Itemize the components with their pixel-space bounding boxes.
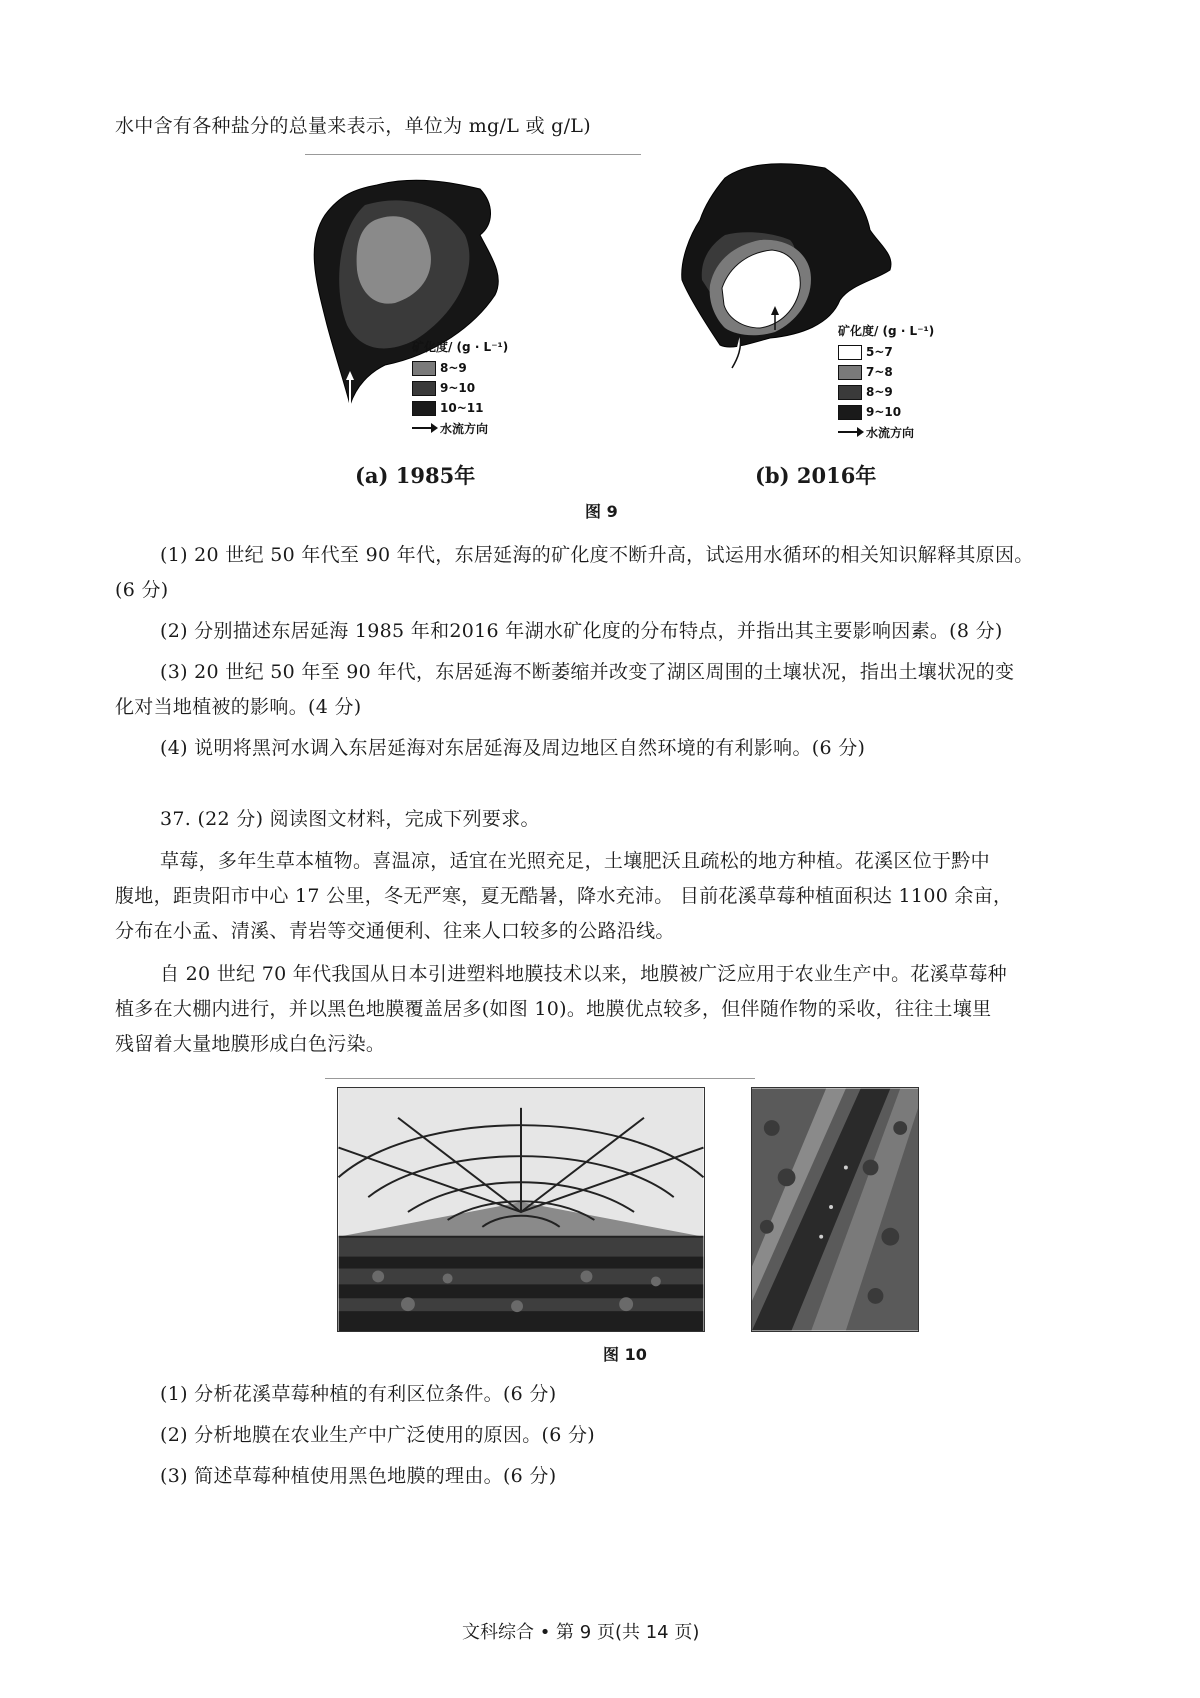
black-mulch-photo [751, 1087, 919, 1332]
legend-title: 矿化度/ (g · L⁻¹) [838, 324, 935, 338]
intro-line: 水中含有各种盐分的总量来表示，单位为 mg/L 或 g/L) [115, 115, 591, 137]
legend-1985 [412, 338, 508, 438]
legend-item: 10~11 [412, 398, 508, 418]
legend-title: 矿化度/ (g · L⁻¹) [412, 340, 509, 354]
q37-header: 37. (22 分) 阅读图文材料，完成下列要求。 [160, 808, 540, 830]
page-footer: 文科综合 • 第 9 页(共 14 页) [462, 1622, 700, 1643]
q37-para2: 植多在大棚内进行，并以黑色地膜覆盖居多(如图 10)。地膜优点较多，但伴随作物的采收，往往土壤里 [115, 998, 992, 1020]
legend-item: 8~9 [838, 382, 934, 402]
legend-swatch [412, 381, 436, 396]
q37-para1: 分布在小孟、清溪、青岩等交通便利、往来人口较多的公路沿线。 [115, 920, 675, 942]
q37-part3: (3) 简述草莓种植使用黑色地膜的理由。(6 分) [160, 1465, 557, 1487]
map-b-subtitle: (b) 2016年 [755, 463, 877, 488]
legend-swatch [838, 405, 862, 420]
figure10-caption: 图 10 [603, 1345, 647, 1364]
q37-para1: 草莓，多年生草本植物。喜温凉，适宜在光照充足，土壤肥沃且疏松的地方种植。花溪区位于黔中 [160, 850, 990, 872]
map-a-subtitle: (a) 1985年 [355, 463, 476, 488]
q36-part1-score: (6 分) [115, 579, 169, 601]
divider-top [305, 154, 641, 155]
legend-swatch [838, 365, 862, 380]
legend-item: 8~9 [412, 358, 508, 378]
greenhouse-photo [337, 1087, 705, 1332]
legend-item: 9~10 [838, 402, 934, 422]
q37-part1: (1) 分析花溪草莓种植的有利区位条件。(6 分) [160, 1383, 557, 1405]
legend-item: 9~10 [412, 378, 508, 398]
legend-flow: 水流方向 [412, 418, 508, 438]
q36-part2: (2) 分别描述东居延海 1985 年和2016 年湖水矿化度的分布特点，并指出其主要影响因素。(8 分) [160, 620, 1003, 642]
legend-swatch [838, 345, 862, 360]
legend-item: 7~8 [838, 362, 934, 382]
legend-swatch [412, 361, 436, 376]
map-1985 [305, 175, 725, 430]
q37-para2: 自 20 世纪 70 年代我国从日本引进塑料地膜技术以来，地膜被广泛应用于农业生产中。花溪草莓种 [160, 963, 1007, 985]
legend-swatch [838, 385, 862, 400]
legend-2016 [838, 322, 934, 442]
legend-flow: 水流方向 [838, 422, 934, 442]
figure9-caption: 图 9 [585, 502, 618, 521]
q37-part2: (2) 分析地膜在农业生产中广泛使用的原因。(6 分) [160, 1424, 596, 1446]
divider-photos [325, 1078, 755, 1079]
legend-item: 5~7 [838, 342, 934, 362]
arrow-icon [838, 431, 862, 433]
q36-part3-cont: 化对当地植被的影响。(4 分) [115, 696, 362, 718]
q36-part4: (4) 说明将黑河水调入东居延海对东居延海及周边地区自然环境的有利影响。(6 分) [160, 737, 866, 759]
q37-para2: 残留着大量地膜形成白色污染。 [115, 1033, 386, 1055]
q36-part3: (3) 20 世纪 50 年至 90 年代，东居延海不断萎缩并改变了湖区周围的土壤状况，指出土壤状况的变 [160, 661, 1015, 683]
q36-part1: (1) 20 世纪 50 年代至 90 年代，东居延海的矿化度不断升高，试运用水循环的相关知识解释其原因。 [160, 544, 1034, 566]
legend-swatch [412, 401, 436, 416]
q37-para1: 腹地，距贵阳市中心 17 公里，冬无严寒，夏无酷暑，降水充沛。 目前花溪草莓种植面积达 1100 余亩， [115, 885, 1013, 907]
arrow-icon [412, 427, 436, 429]
